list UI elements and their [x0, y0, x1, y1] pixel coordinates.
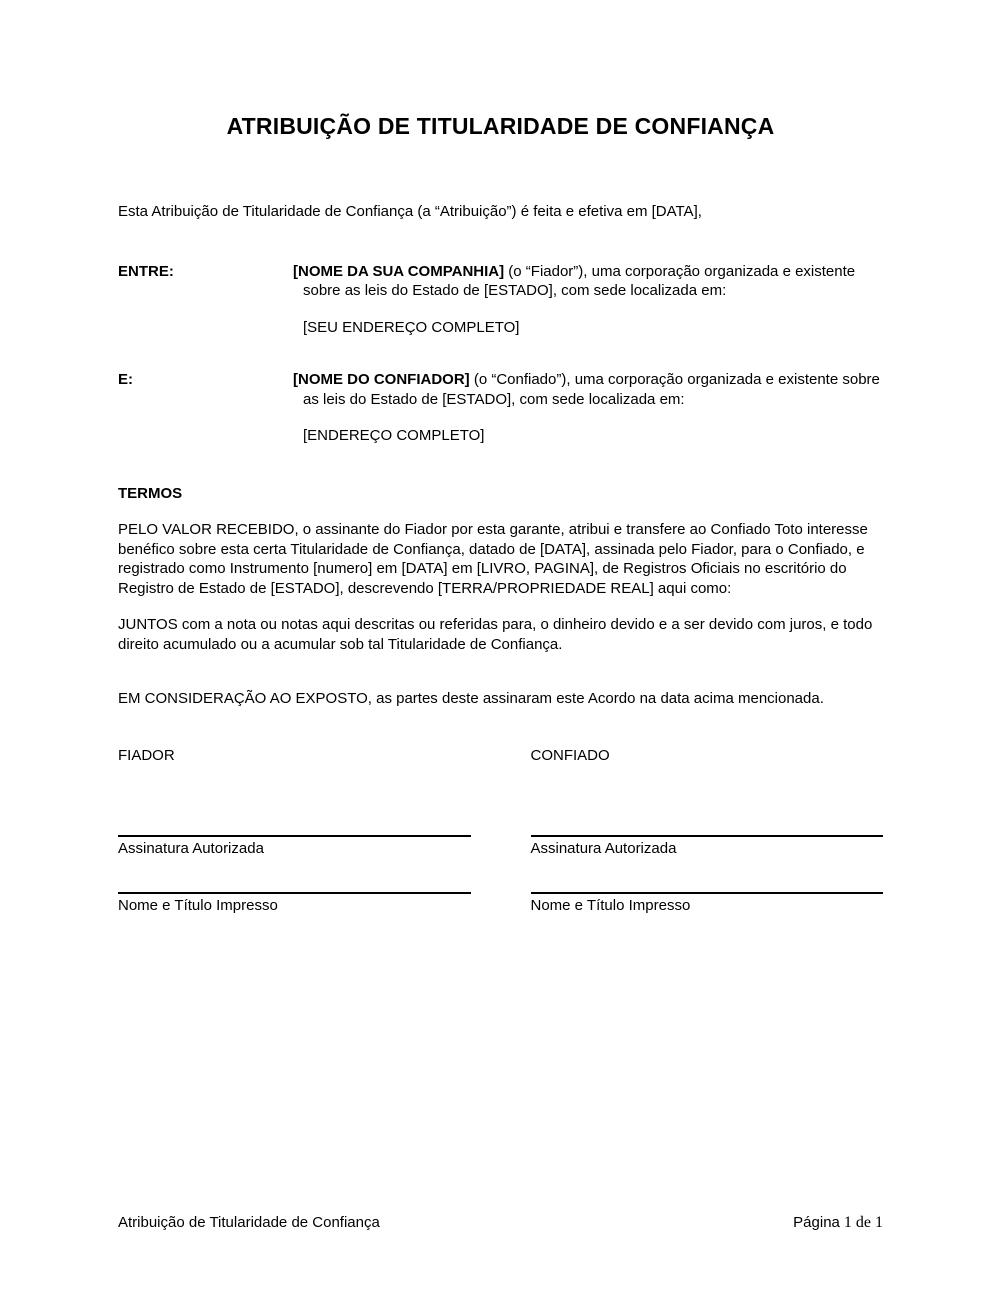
closing-paragraph: EM CONSIDERAÇÃO AO EXPOSTO, as partes deste assinaram este Acordo na data acima mencionada. [118, 690, 824, 707]
terms-heading: TERMOS [118, 484, 183, 502]
printed-name-label-confiado: Nome e Título Impresso [530, 896, 691, 914]
footer-page-prefix: Página [793, 1214, 840, 1231]
signature-party-fiador: FIADOR [118, 746, 175, 764]
footer-page-count: 1 de 1 [843, 1214, 883, 1231]
party-name-placeholder-fiador: [NOME DA SUA COMPANHIA] [293, 262, 505, 280]
party-row-entre [118, 262, 883, 338]
party-name-placeholder-confiado: [NOME DO CONFIADOR] [293, 371, 470, 388]
signature-block-fiador [118, 746, 471, 916]
document-title: ATRIBUIÇÃO DE TITULARIDADE DE CONFIANÇA [226, 113, 775, 139]
signature-line-fiador [118, 835, 471, 837]
party-description-fiador [293, 262, 883, 301]
signature-section [118, 746, 883, 916]
party-description-confiado [293, 370, 883, 409]
party-body-fiador [293, 262, 883, 338]
footer-page-number [793, 1213, 883, 1233]
party-description-rest-fiador: (o “Fiador”), uma corporação organizada e existente sobre as leis do Estado de [ESTADO], com sede localizada em: [303, 262, 856, 299]
party-label-e: E: [118, 371, 133, 388]
party-description-rest-confiado: (o “Confiado”), uma corporação organizada e existente sobre as leis do Estado de [ESTADO], com sede localizada em: [303, 371, 880, 408]
printed-name-label-fiador: Nome e Título Impresso [118, 896, 278, 914]
party-address-placeholder-confiado: [ENDEREÇO COMPLETO] [303, 427, 485, 444]
printed-name-line-fiador [118, 892, 471, 894]
party-row-e [118, 370, 883, 446]
signature-label-confiado: Assinatura Autorizada [530, 840, 677, 857]
terms-paragraph-1: PELO VALOR RECEBIDO, o assinante do Fiador por esta garante, atribui e transfere ao Confiado Toto interesse benéfico sobre esta certa Titularidade de Confiança, datado de [DATA], assinada pelo Fiador, para o Confiado, e registrado como Instrumento [numero] em [DATA] em [LIVRO, PAGINA], de Registros Oficiais no escritório do Registro de Estado de [ESTADO], descrevendo [TERRA/PROPRIEDADE REAL] aqui como: [118, 521, 868, 597]
signature-label-fiador: Assinatura Autorizada [118, 840, 264, 857]
page-footer [118, 1213, 883, 1233]
signature-party-confiado: CONFIADO [530, 746, 610, 764]
printed-name-line-confiado [531, 892, 884, 894]
party-body-confiado [293, 370, 883, 446]
party-label-entre: ENTRE: [118, 262, 174, 280]
signature-line-confiado [531, 835, 884, 837]
terms-paragraph-2: JUNTOS com a nota ou notas aqui descritas ou referidas para, o dinheiro devido e a ser devido com juros, e todo direito acumulado ou a acumular sob tal Titularidade de Confiança. [118, 616, 873, 653]
intro-paragraph: Esta Atribuição de Titularidade de Confiança (a “Atribuição”) é feita e efetiva em [DATA], [118, 203, 702, 220]
party-address-placeholder-fiador: [SEU ENDEREÇO COMPLETO] [303, 318, 520, 336]
footer-document-title: Atribuição de Titularidade de Confiança [118, 1214, 380, 1231]
signature-block-confiado [531, 746, 884, 916]
